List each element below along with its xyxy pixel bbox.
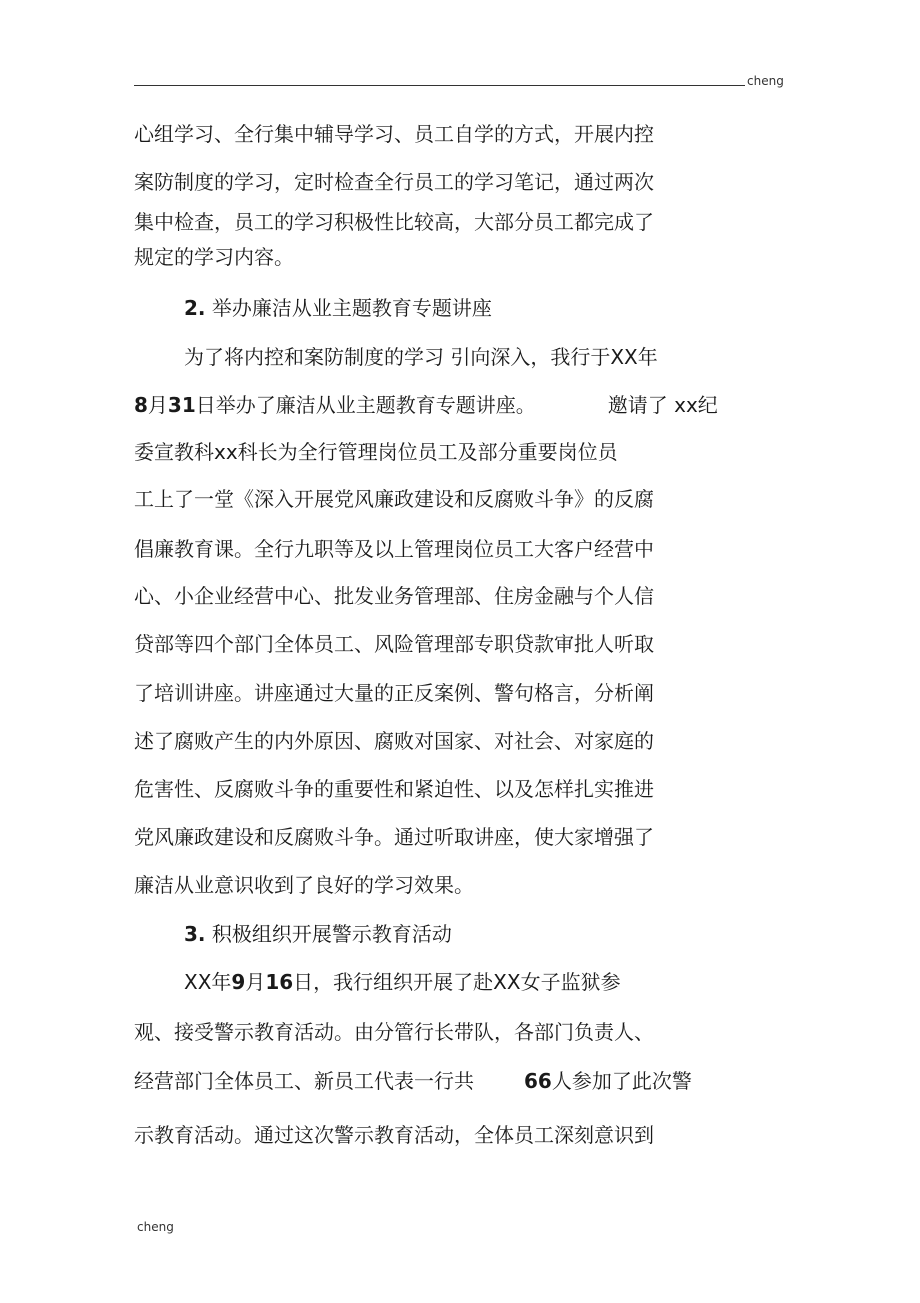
text-line: 集中检查，员工的学习积极性比较高，大部分员工都完成了 [134,210,654,234]
text-line: 心组学习、全行集中辅导学习、员工自学的方式，开展内控 [134,122,654,146]
text-line: 党风廉政建设和反腐败斗争。通过听取讲座，使大家增强了 [134,825,654,849]
text-line: 心、小企业经营中心、批发业务管理部、住房金融与个人信 [134,584,654,608]
text-line: 示教育活动。通过这次警示教育活动，全体员工深刻意识到 [134,1123,654,1147]
text-line: 危害性、反腐败斗争的重要性和紧迫性、以及怎样扎实推进 [134,777,654,801]
section-2-number: 2. [184,296,206,320]
text-line: 述了腐败产生的内外原因、腐败对国家、对社会、对家庭的 [134,729,654,753]
text-line: XX年9月16日，我行组织开展了赴XX女子监狱参 [184,970,621,994]
section-3-heading [184,921,452,947]
section-2-heading [184,295,492,321]
text-line: 廉洁从业意识收到了良好的学习效果。 [134,873,474,897]
text-line: 规定的学习内容。 [134,245,294,269]
section-3-number: 3. [184,922,206,946]
footer-label: cheng [137,1220,174,1234]
text-line: 8月31日举办了廉洁从业主题教育专题讲座。 邀请了 xx纪 [134,393,718,417]
text-line: 观、接受警示教育活动。由分管行长带队，各部门负责人、 [134,1020,654,1044]
text-line: 倡廉教育课。全行九职等及以上管理岗位员工大客户经营中 [134,537,654,561]
section-2-title: 举办廉洁从业主题教育专题讲座 [211,296,492,320]
text-line: 了培训讲座。讲座通过大量的正反案例、警句格言，分析阐 [134,681,654,705]
text-line: 贷部等四个部门全体员工、风险管理部专职贷款审批人听取 [134,632,654,656]
text-line: 案防制度的学习，定时检查全行员工的学习笔记，通过两次 [134,170,654,194]
section-3-title: 积极组织开展警示教育活动 [211,922,452,946]
header-rule [134,85,745,86]
text-line: 工上了一堂《深入开展党风廉政建设和反腐败斗争》的反腐 [134,487,654,511]
text-line: 委宣教科xx科长为全行管理岗位员工及部分重要岗位员 [134,440,618,464]
header-label: cheng [747,74,784,88]
text-line: 为了将内控和案防制度的学习 引向深入，我行于XX年 [184,345,658,369]
text-line: 经营部门全体员工、新员工代表一行共 66人参加了此次警 [134,1069,692,1093]
